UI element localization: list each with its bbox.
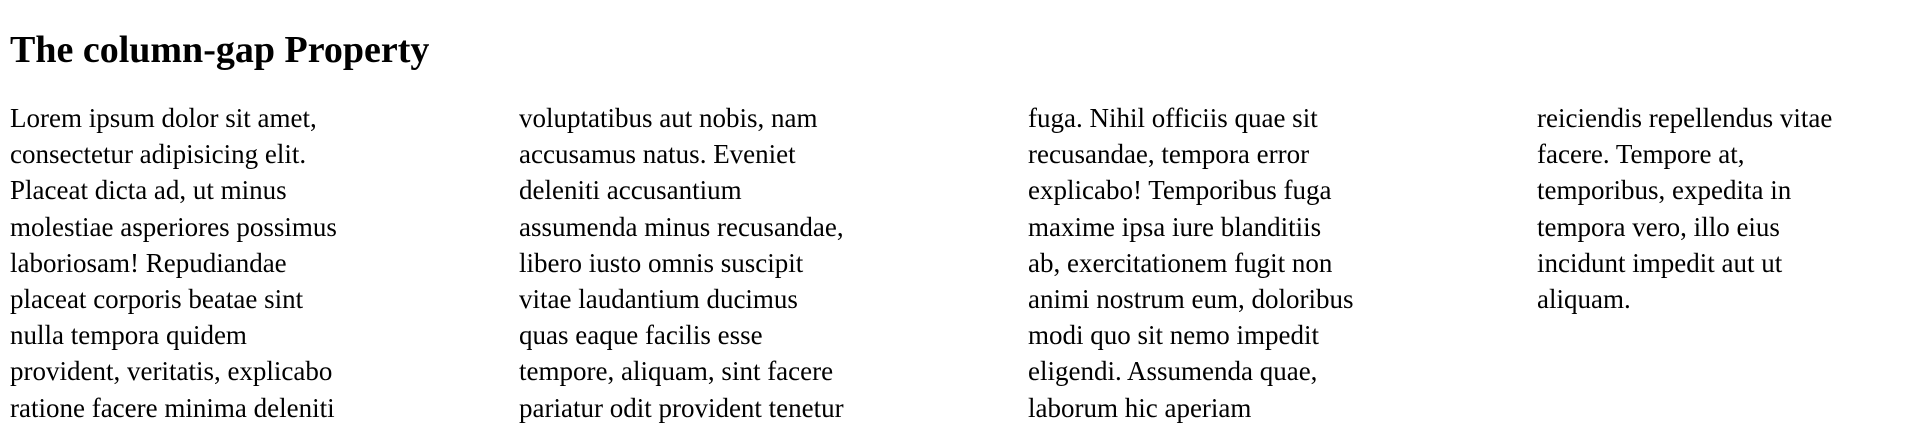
text-line: laborum hic aperiam: [1028, 392, 1252, 423]
text-line: Lorem ipsum dolor sit amet,: [10, 103, 317, 133]
text-line: facere. Tempore at,: [1537, 139, 1745, 170]
multi-column-text: [10, 72, 1910, 436]
text-line: ab, exercitationem fugit non: [1028, 247, 1333, 278]
text-column-2: [519, 72, 939, 426]
text-line: modi quo sit nemo impedit: [1028, 320, 1319, 351]
text-line: incidunt impedit aut ut: [1537, 247, 1783, 278]
text-line: tempora vero, illo eius: [1537, 211, 1780, 242]
text-line: eligendi. Assumenda quae,: [1028, 356, 1318, 387]
text-line: Placeat dicta ad, ut minus: [10, 175, 287, 206]
page-heading: The column-gap Property: [10, 29, 430, 71]
text-line: aliquam.: [1537, 284, 1631, 315]
text-column-1: [10, 72, 430, 426]
text-line: assumenda minus recusandae,: [519, 211, 844, 242]
text-line: ratione facere minima deleniti: [10, 392, 335, 423]
text-line: recusandae, tempora error: [1028, 139, 1310, 170]
text-line: deleniti accusantium: [519, 175, 742, 206]
text-line: animi nostrum eum, doloribus: [1028, 284, 1354, 315]
text-line: consectetur adipisicing elit.: [10, 139, 307, 170]
text-column-4: [1537, 72, 1920, 317]
text-line: explicabo! Temporibus fuga: [1028, 175, 1332, 206]
text-line: quas eaque facilis esse: [519, 320, 763, 351]
text-line: tempore, aliquam, sint facere: [519, 356, 834, 387]
text-line: reiciendis repellendus vitae: [1537, 103, 1833, 133]
text-line: nulla tempora quidem: [10, 320, 247, 351]
text-line: laboriosam! Repudiandae: [10, 247, 287, 278]
text-line: provident, veritatis, explicabo: [10, 356, 333, 387]
text-line: maxime ipsa iure blanditiis: [1028, 211, 1322, 242]
text-line: libero iusto omnis suscipit: [519, 247, 804, 278]
text-line: temporibus, expedita in: [1537, 175, 1792, 206]
text-line: molestiae asperiores possimus: [10, 211, 337, 242]
text-column-3: [1028, 72, 1448, 426]
text-line: fuga. Nihil officiis quae sit: [1028, 103, 1318, 133]
text-line: accusamus natus. Eveniet: [519, 139, 796, 170]
text-line: vitae laudantium ducimus: [519, 284, 798, 315]
text-line: placeat corporis beatae sint: [10, 284, 304, 315]
text-line: voluptatibus aut nobis, nam: [519, 103, 818, 133]
text-line: pariatur odit provident tenetur: [519, 392, 844, 423]
